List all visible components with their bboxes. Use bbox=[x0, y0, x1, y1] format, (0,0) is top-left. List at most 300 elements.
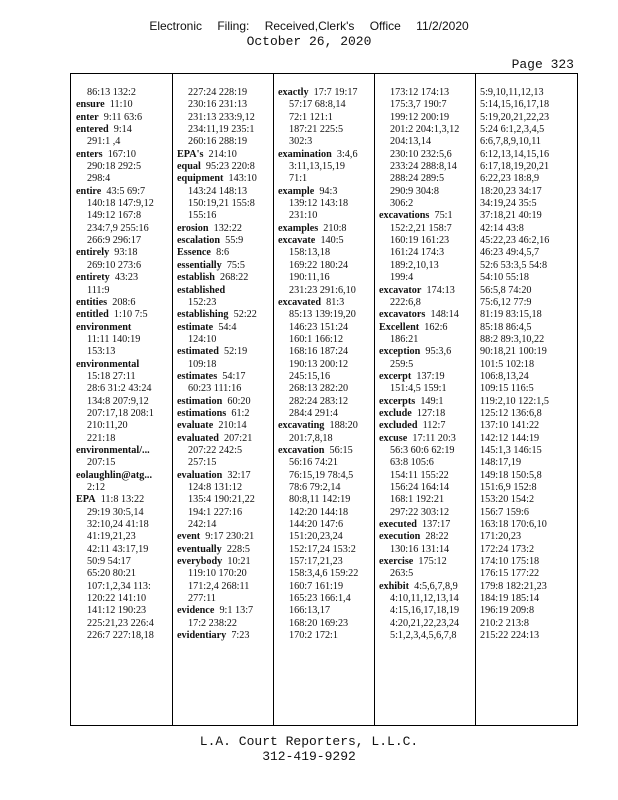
index-entry bbox=[177, 285, 273, 297]
index-continuation bbox=[379, 260, 475, 272]
page-line-refs: 95:3,6 bbox=[425, 346, 452, 358]
page-line-refs: 56:15 bbox=[329, 444, 353, 456]
page-line-refs: 29:19 30:5,14 bbox=[87, 506, 144, 518]
index-continuation bbox=[480, 371, 576, 383]
index-continuation bbox=[278, 322, 374, 334]
index-entry bbox=[177, 544, 273, 556]
page-line-refs: 284:4 291:4 bbox=[289, 407, 338, 419]
index-term: executed bbox=[379, 519, 417, 531]
page-line-refs: 57:17 68:8,14 bbox=[289, 99, 346, 111]
page-line-refs: 156:7 159:6 bbox=[480, 506, 529, 518]
page-line-refs: 65:20 80:21 bbox=[87, 568, 136, 580]
page-line-refs: 231:23 291:6,10 bbox=[289, 284, 356, 296]
page-line-refs: 266:9 296:17 bbox=[87, 235, 142, 247]
index-term: evaluate bbox=[177, 420, 214, 432]
index-continuation bbox=[480, 346, 576, 358]
page-line-refs: 199:4 bbox=[390, 272, 414, 284]
index-continuation bbox=[379, 112, 475, 124]
index-term: Essence bbox=[177, 247, 211, 259]
index-continuation bbox=[379, 297, 475, 309]
page-line-refs: 42:11 43:17,19 bbox=[87, 543, 149, 555]
page-line-refs: 201:2 204:1,3,12 bbox=[390, 124, 460, 136]
page-line-refs: 119:2,10 122:1,5 bbox=[480, 395, 549, 407]
page-line-refs: 173:12 174:13 bbox=[390, 87, 450, 98]
page-line-refs: 190:13 200:12 bbox=[289, 358, 349, 370]
page-line-refs: 140:18 147:9,12 bbox=[87, 198, 154, 210]
index-column-3 bbox=[278, 87, 374, 642]
index-term: exception bbox=[379, 346, 421, 358]
page-line-refs: 46:23 49:4,5,7 bbox=[480, 247, 540, 259]
page-line-refs: 4:15,16,17,18,19 bbox=[390, 605, 460, 617]
index-entry bbox=[76, 309, 172, 321]
page-line-refs: 106:8,13,24 bbox=[480, 370, 529, 382]
page-line-refs: 140:5 bbox=[320, 235, 344, 247]
page-line-refs: 170:2 172:1 bbox=[289, 630, 338, 642]
index-continuation bbox=[480, 445, 576, 457]
page-line-refs: 160:7 161:19 bbox=[289, 580, 344, 592]
index-continuation bbox=[278, 260, 374, 272]
index-continuation bbox=[379, 87, 475, 99]
index-continuation bbox=[76, 507, 172, 519]
page-line-refs: 277:11 bbox=[188, 593, 216, 605]
index-continuation bbox=[480, 173, 576, 185]
column-divider bbox=[172, 74, 173, 725]
index-continuation bbox=[480, 210, 576, 222]
page-line-refs: 28:6 31:2 43:24 bbox=[87, 383, 152, 395]
page-line-refs: 119:10 170:20 bbox=[188, 568, 247, 580]
index-continuation bbox=[76, 433, 172, 445]
page-line-refs: 291:1 ,4 bbox=[87, 136, 121, 148]
page-line-refs: 207:15 bbox=[87, 457, 116, 469]
index-entry bbox=[76, 494, 172, 506]
index-continuation bbox=[177, 124, 273, 136]
index-continuation bbox=[480, 247, 576, 259]
index-term: excavate bbox=[278, 235, 316, 247]
index-continuation bbox=[278, 99, 374, 111]
page-line-refs: 194:1 227:16 bbox=[188, 506, 243, 518]
index-term: execution bbox=[379, 531, 421, 543]
page-line-refs: 10:21 bbox=[227, 556, 251, 568]
index-continuation bbox=[177, 519, 273, 531]
index-term: environmental/... bbox=[76, 444, 150, 456]
page-line-refs: 168:16 187:24 bbox=[289, 346, 349, 358]
index-entry bbox=[177, 396, 273, 408]
index-term: estimations bbox=[177, 407, 227, 419]
index-entry bbox=[379, 531, 475, 543]
index-continuation bbox=[480, 235, 576, 247]
index-continuation bbox=[278, 334, 374, 346]
index-entry bbox=[177, 235, 273, 247]
page-line-refs: 156:24 164:14 bbox=[390, 482, 450, 493]
index-continuation bbox=[379, 173, 475, 185]
index-continuation bbox=[379, 235, 475, 247]
index-term: entered bbox=[76, 124, 109, 136]
page-line-refs: 81:3 bbox=[326, 296, 345, 308]
index-term: excerpts bbox=[379, 395, 416, 407]
index-entry bbox=[379, 322, 475, 334]
index-continuation bbox=[177, 383, 273, 395]
page-line-refs: 167:10 bbox=[107, 148, 136, 160]
index-continuation bbox=[278, 173, 374, 185]
page-line-refs: 5:24 6:1,2,3,4,5 bbox=[480, 124, 545, 136]
index-term: establishing bbox=[177, 309, 229, 321]
index-continuation bbox=[76, 556, 172, 568]
index-continuation bbox=[76, 544, 172, 556]
page-line-refs: 165:23 166:1,4 bbox=[289, 593, 351, 605]
page-line-refs: 228:5 bbox=[226, 543, 251, 555]
page-line-refs: 210:8 bbox=[323, 222, 347, 234]
index-continuation bbox=[278, 198, 374, 210]
index-frame bbox=[70, 73, 578, 726]
index-term: entirely bbox=[76, 247, 110, 259]
index-continuation bbox=[480, 223, 576, 235]
page-line-refs: 17:2 238:22 bbox=[188, 617, 237, 629]
index-term: escalation bbox=[177, 235, 221, 247]
page-line-refs: 242:14 bbox=[188, 519, 217, 531]
page-line-refs: 75:5 bbox=[226, 259, 245, 271]
page-line-refs: 8:6 bbox=[216, 247, 230, 259]
page-line-refs: 5:9,10,11,12,13 bbox=[480, 87, 544, 98]
index-entry bbox=[379, 433, 475, 445]
page-line-refs: 160:1 166:12 bbox=[289, 333, 344, 345]
page-line-refs: 153:20 154:2 bbox=[480, 494, 535, 506]
index-continuation bbox=[379, 482, 475, 494]
page-line-refs: 6:6,7,8,9,10,11 bbox=[480, 136, 542, 148]
index-term: estimates bbox=[177, 370, 218, 382]
index-continuation bbox=[76, 136, 172, 148]
index-term: EPA bbox=[76, 494, 96, 506]
index-entry bbox=[76, 470, 172, 482]
page-line-refs: 158:13,18 bbox=[289, 247, 331, 259]
index-continuation bbox=[480, 124, 576, 136]
page-line-refs: 150:19,21 155:8 bbox=[188, 198, 255, 210]
page-line-refs: 15:18 27:11 bbox=[87, 370, 136, 382]
index-term: excavation bbox=[278, 444, 325, 456]
page-line-refs: 75:6,12 77:9 bbox=[480, 296, 532, 308]
index-term: exclude bbox=[379, 407, 412, 419]
page-line-refs: 222:6,8 bbox=[390, 296, 421, 308]
index-continuation bbox=[76, 198, 172, 210]
index-entry bbox=[177, 556, 273, 568]
page-line-refs: 88:2 89:3,10,22 bbox=[480, 333, 545, 345]
index-continuation bbox=[278, 433, 374, 445]
index-continuation bbox=[480, 433, 576, 445]
index-continuation bbox=[278, 556, 374, 568]
index-continuation bbox=[76, 630, 172, 642]
index-continuation bbox=[278, 581, 374, 593]
page-line-refs: 210:2 213:8 bbox=[480, 617, 529, 629]
index-continuation bbox=[278, 630, 374, 642]
index-entry bbox=[177, 272, 273, 284]
page-line-refs: 5:19,20,21,22,23 bbox=[480, 111, 550, 123]
index-term: entities bbox=[76, 296, 108, 308]
index-term: eolaughlin@atg... bbox=[76, 469, 152, 481]
stamp-part: Received,Clerk's bbox=[264, 19, 355, 33]
index-continuation bbox=[278, 494, 374, 506]
page-line-refs: 54:10 55:18 bbox=[480, 272, 529, 284]
index-continuation bbox=[177, 507, 273, 519]
index-continuation bbox=[480, 593, 576, 605]
index-continuation bbox=[76, 482, 172, 494]
page-line-refs: 61:2 bbox=[231, 407, 250, 419]
index-continuation bbox=[480, 136, 576, 148]
index-entry bbox=[76, 99, 172, 111]
index-entry bbox=[278, 87, 374, 99]
page-line-refs: 201:7,8,18 bbox=[289, 432, 333, 444]
index-continuation bbox=[480, 396, 576, 408]
index-continuation bbox=[278, 593, 374, 605]
page-line-refs: 109:15 116:5 bbox=[480, 383, 534, 395]
index-continuation bbox=[278, 383, 374, 395]
index-continuation bbox=[379, 223, 475, 235]
index-continuation bbox=[480, 630, 576, 642]
index-entry bbox=[379, 519, 475, 531]
index-continuation bbox=[177, 359, 273, 371]
page-line-refs: 196:19 209:8 bbox=[480, 605, 535, 617]
index-entry bbox=[379, 420, 475, 432]
index-entry bbox=[177, 420, 273, 432]
column-divider bbox=[273, 74, 274, 725]
index-continuation bbox=[76, 593, 172, 605]
page-line-refs: 101:5 102:18 bbox=[480, 358, 535, 370]
page-line-refs: 9:14 bbox=[113, 124, 132, 136]
index-continuation bbox=[480, 408, 576, 420]
page-line-refs: 3:11,13,15,19 bbox=[289, 161, 345, 173]
page-line-refs: 135:4 190:21,22 bbox=[188, 494, 255, 506]
page-number: Page 323 bbox=[511, 57, 574, 72]
page-line-refs: 176:15 177:22 bbox=[480, 568, 540, 580]
index-term: enter bbox=[76, 111, 99, 123]
index-continuation bbox=[379, 247, 475, 259]
page-line-refs: 3:4,6 bbox=[336, 148, 358, 160]
page-line-refs: 11:10 bbox=[109, 99, 133, 111]
page-line-refs: 50:9 54:17 bbox=[87, 556, 131, 568]
page-line-refs: 298:4 bbox=[87, 173, 111, 185]
index-continuation bbox=[76, 223, 172, 235]
page-line-refs: 231:13 233:9,12 bbox=[188, 111, 255, 123]
index-continuation bbox=[177, 210, 273, 222]
page-line-refs: 230:10 232:5,6 bbox=[390, 148, 452, 160]
index-continuation bbox=[177, 87, 273, 99]
page-line-refs: 169:22 180:24 bbox=[289, 259, 349, 271]
page-line-refs: 41:19,21,23 bbox=[87, 531, 136, 543]
filing-stamp bbox=[0, 19, 618, 33]
index-continuation bbox=[76, 346, 172, 358]
index-continuation bbox=[76, 285, 172, 297]
index-entry bbox=[379, 309, 475, 321]
page-line-refs: 81:19 83:15,18 bbox=[480, 309, 542, 321]
index-term: excavated bbox=[278, 296, 321, 308]
index-continuation bbox=[480, 149, 576, 161]
page-line-refs: 268:22 bbox=[220, 272, 249, 284]
index-term: erosion bbox=[177, 222, 209, 234]
index-term: excavator bbox=[379, 284, 422, 296]
index-continuation bbox=[480, 531, 576, 543]
index-entry bbox=[76, 359, 172, 371]
page-line-refs: 32:17 bbox=[227, 469, 251, 481]
page-line-refs: 9:11 63:6 bbox=[103, 111, 143, 123]
column-divider bbox=[475, 74, 476, 725]
page-line-refs: 95:23 220:8 bbox=[205, 161, 255, 173]
index-continuation bbox=[278, 618, 374, 630]
page-line-refs: 233:24 288:8,14 bbox=[390, 161, 457, 173]
stamp-part: 11/2/2020 bbox=[416, 19, 469, 33]
index-continuation bbox=[480, 605, 576, 617]
index-continuation bbox=[278, 544, 374, 556]
index-continuation bbox=[480, 186, 576, 198]
page-line-refs: 86:13 132:2 bbox=[87, 87, 136, 98]
page-line-refs: 297:22 303:12 bbox=[390, 506, 450, 518]
page-line-refs: 207:21 bbox=[223, 432, 253, 444]
index-continuation bbox=[177, 334, 273, 346]
index-entry bbox=[278, 420, 374, 432]
page-line-refs: 207:17,18 208:1 bbox=[87, 407, 154, 419]
index-entry bbox=[76, 124, 172, 136]
page-line-refs: 56:5,8 74:20 bbox=[480, 284, 532, 296]
index-entry bbox=[76, 149, 172, 161]
page-line-refs: 42:14 43:8 bbox=[480, 222, 524, 234]
page-line-refs: 158:3,4,6 159:22 bbox=[289, 568, 359, 580]
index-continuation bbox=[278, 605, 374, 617]
page-line-refs: 75:1 bbox=[434, 210, 453, 222]
index-term: essentially bbox=[177, 259, 222, 271]
index-term: evidence bbox=[177, 605, 215, 617]
page-line-refs: 56:3 60:6 62:19 bbox=[390, 444, 455, 456]
index-continuation bbox=[278, 247, 374, 259]
index-continuation bbox=[177, 112, 273, 124]
index-entry bbox=[379, 285, 475, 297]
index-continuation bbox=[379, 507, 475, 519]
index-entry bbox=[379, 396, 475, 408]
index-entry bbox=[278, 235, 374, 247]
index-continuation bbox=[278, 346, 374, 358]
page-line-refs: 72:1 121:1 bbox=[289, 111, 333, 123]
page-line-refs: 11:11 140:19 bbox=[87, 333, 141, 345]
page-line-refs: 137:19 bbox=[416, 370, 445, 382]
index-term: evaluated bbox=[177, 432, 219, 444]
index-entry bbox=[76, 445, 172, 457]
index-continuation bbox=[76, 396, 172, 408]
page-line-refs: 6:22,23 18:8,9 bbox=[480, 173, 540, 185]
index-entry bbox=[177, 346, 273, 358]
index-term: entitled bbox=[76, 309, 109, 321]
index-column-4 bbox=[379, 87, 475, 642]
index-term: exhibit bbox=[379, 580, 410, 592]
index-continuation bbox=[480, 285, 576, 297]
index-entry bbox=[177, 605, 273, 617]
index-continuation bbox=[480, 198, 576, 210]
page-line-refs: 148:14 bbox=[430, 309, 459, 321]
index-entry bbox=[76, 322, 172, 334]
index-term: environment bbox=[76, 321, 132, 333]
index-entry bbox=[177, 149, 273, 161]
index-continuation bbox=[379, 149, 475, 161]
index-continuation bbox=[480, 297, 576, 309]
index-term: event bbox=[177, 531, 201, 543]
index-continuation bbox=[379, 136, 475, 148]
page-line-refs: 134:8 207:9,12 bbox=[87, 395, 149, 407]
page-line-refs: 231:10 bbox=[289, 210, 318, 222]
page-line-refs: 151:6,9 152:8 bbox=[480, 482, 537, 493]
index-continuation bbox=[480, 519, 576, 531]
page-line-refs: 127:18 bbox=[416, 407, 446, 419]
index-continuation bbox=[278, 457, 374, 469]
page-line-refs: 63:8 105:6 bbox=[390, 457, 434, 469]
page-line-refs: 52:22 bbox=[233, 309, 257, 321]
index-continuation bbox=[480, 260, 576, 272]
page-line-refs: 149:18 150:5,8 bbox=[480, 469, 542, 481]
page-line-refs: 80:8,11 142:19 bbox=[289, 494, 351, 506]
page-line-refs: 179:8 182:21,23 bbox=[480, 580, 547, 592]
page-line-refs: 141:12 190:23 bbox=[87, 605, 147, 617]
page-line-refs: 60:23 111:16 bbox=[188, 383, 242, 395]
index-term: eventually bbox=[177, 543, 222, 555]
page-line-refs: 186:21 bbox=[390, 333, 419, 345]
index-continuation bbox=[379, 494, 475, 506]
index-entry bbox=[278, 186, 374, 198]
page-line-refs: 144:20 147:6 bbox=[289, 519, 344, 531]
index-continuation bbox=[76, 87, 172, 99]
page-line-refs: 154:11 155:22 bbox=[390, 469, 449, 481]
index-continuation bbox=[480, 507, 576, 519]
page-line-refs: 288:24 289:5 bbox=[390, 173, 445, 185]
index-continuation bbox=[379, 445, 475, 457]
index-continuation bbox=[480, 272, 576, 284]
page-line-refs: 76:15,19 78:4,5 bbox=[289, 469, 354, 481]
page-line-refs: 152:2,21 158:7 bbox=[390, 222, 452, 234]
index-term: estimate bbox=[177, 321, 214, 333]
page-line-refs: 175:12 bbox=[418, 556, 447, 568]
page-line-refs: 208:6 bbox=[112, 296, 136, 308]
page-line-refs: 162:6 bbox=[424, 321, 448, 333]
index-term: EPA's bbox=[177, 148, 204, 160]
page-line-refs: 269:10 273:6 bbox=[87, 259, 142, 271]
page-line-refs: 142:12 144:19 bbox=[480, 432, 540, 444]
index-entry bbox=[379, 408, 475, 420]
index-term: established bbox=[177, 284, 226, 296]
index-continuation bbox=[480, 112, 576, 124]
page-line-refs: 221:18 bbox=[87, 432, 116, 444]
index-continuation bbox=[480, 482, 576, 494]
index-continuation bbox=[379, 161, 475, 173]
page-line-refs: 152:17,24 153:2 bbox=[289, 543, 356, 555]
index-entry bbox=[76, 272, 172, 284]
index-term: establish bbox=[177, 272, 215, 284]
page-line-refs: 230:16 231:13 bbox=[188, 99, 248, 111]
index-continuation bbox=[480, 383, 576, 395]
index-term: Excellent bbox=[379, 321, 420, 333]
index-continuation bbox=[379, 334, 475, 346]
index-term: excluded bbox=[379, 420, 418, 432]
page-line-refs: 139:12 143:18 bbox=[289, 198, 349, 210]
page-line-refs: 207:22 242:5 bbox=[188, 444, 243, 456]
index-entry bbox=[76, 112, 172, 124]
index-continuation bbox=[379, 470, 475, 482]
index-column-1 bbox=[76, 87, 172, 642]
index-continuation bbox=[76, 568, 172, 580]
index-continuation bbox=[480, 457, 576, 469]
page-line-refs: 5:1,2,3,4,5,6,7,8 bbox=[390, 630, 457, 642]
index-column-2 bbox=[177, 87, 273, 642]
index-entry bbox=[379, 346, 475, 358]
index-term: excavators bbox=[379, 309, 426, 321]
page-line-refs: 174:13 bbox=[426, 284, 455, 296]
page-line-refs: 290:9 304:8 bbox=[390, 185, 439, 197]
page-line-refs: 214:10 bbox=[208, 148, 237, 160]
index-entry bbox=[177, 630, 273, 642]
page-line-refs: 130:16 131:14 bbox=[390, 543, 450, 555]
index-continuation bbox=[76, 371, 172, 383]
